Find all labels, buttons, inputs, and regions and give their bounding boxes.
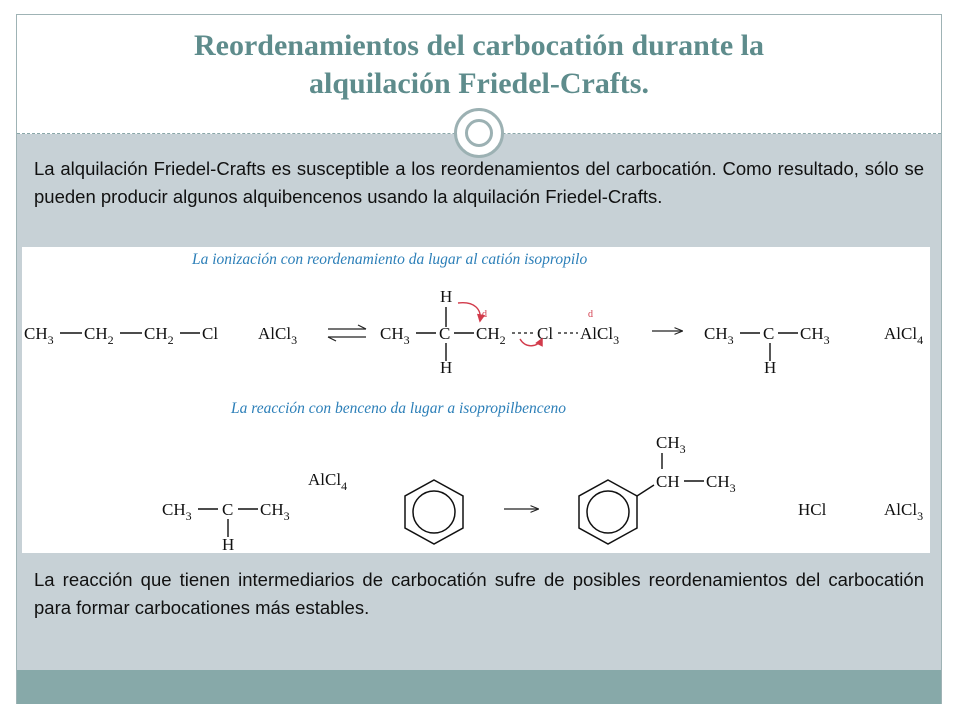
alcl3-product: AlCl$_3$ [884, 500, 924, 523]
svg-text:CH3: $CH_3$ [706, 472, 736, 495]
isopropyl-cation [704, 324, 830, 377]
title-line-1: Reordenamientos del carbocatión durante la [194, 29, 764, 62]
hydride-shift-arrow-icon [458, 303, 480, 321]
svg-text:H: H [440, 287, 453, 306]
svg-text:CH3: $CH_3$ [24, 324, 54, 347]
equilibrium-arrow-icon [328, 325, 366, 341]
caption-ionization: La ionización con reordenamiento da lugar al catión isopropilo [192, 251, 588, 268]
svg-text:CH3: $CH_3$ [260, 500, 290, 523]
svg-text:H: H [222, 535, 235, 553]
svg-text:CH3: $CH_3$ [656, 433, 686, 456]
circle-ornament-inner [465, 119, 493, 147]
alcl4-anion-2: AlCl$_4$ [308, 470, 348, 493]
svg-text:CH: CH [656, 472, 680, 491]
svg-text:C: C [222, 500, 234, 519]
footer-bar [17, 670, 941, 704]
svg-text:CH3: $CH_3$ [800, 324, 830, 347]
isopropylbenzene [579, 433, 736, 544]
transition-complex [380, 287, 619, 377]
alcl4-anion: AlCl$_4$ [884, 324, 924, 347]
reaction-figure [22, 247, 930, 553]
title-line-2: alquilación Friedel-Crafts. [309, 67, 649, 100]
alcl3-reagent: AlCl$_3$ [258, 324, 298, 347]
svg-text:C: C [763, 324, 775, 343]
svg-text:d: d [482, 309, 487, 320]
svg-text:Cl: Cl [202, 324, 219, 343]
conclusion-paragraph: La reacción que tienen intermediarios de carbocatión sufre de posibles reordenamientos del carbocatión para formar carbocationes más estables. [34, 569, 924, 618]
svg-text:CH3: $CH_3$ [704, 324, 734, 347]
circle-ornament-icon [454, 108, 504, 158]
caption-benzene-reaction: La reacción con benceno da lugar a isopropilbenceno [231, 400, 567, 417]
svg-text:Cl: Cl [537, 324, 554, 343]
svg-text:AlCl3: AlCl$_3$ [580, 324, 620, 347]
svg-text:H: H [764, 358, 777, 377]
svg-text:CH3: $CH_3$ [380, 324, 410, 347]
svg-text:C: C [439, 324, 451, 343]
slide-title [17, 27, 941, 103]
svg-text:CH2: $CH_2$ [476, 324, 506, 347]
svg-text:CH2: $CH_2$ [84, 324, 114, 347]
isopropyl-cation-2 [162, 500, 290, 553]
propyl-chloride [24, 324, 218, 347]
intro-paragraph: La alquilación Friedel-Crafts es susceptible a los reordenamientos del carbocatión. Como resultado, sólo se pueden producir algunos alquibencenos usando la alquilación Friedel-Crafts. [34, 158, 924, 207]
svg-text:H: H [440, 358, 453, 377]
svg-text:d: d [588, 309, 593, 320]
svg-text:CH2: $CH_2$ [144, 324, 174, 347]
svg-text:CH3: $CH_3$ [162, 500, 192, 523]
hcl-product: HCl [798, 500, 827, 519]
benzene-ring-icon [405, 480, 463, 544]
